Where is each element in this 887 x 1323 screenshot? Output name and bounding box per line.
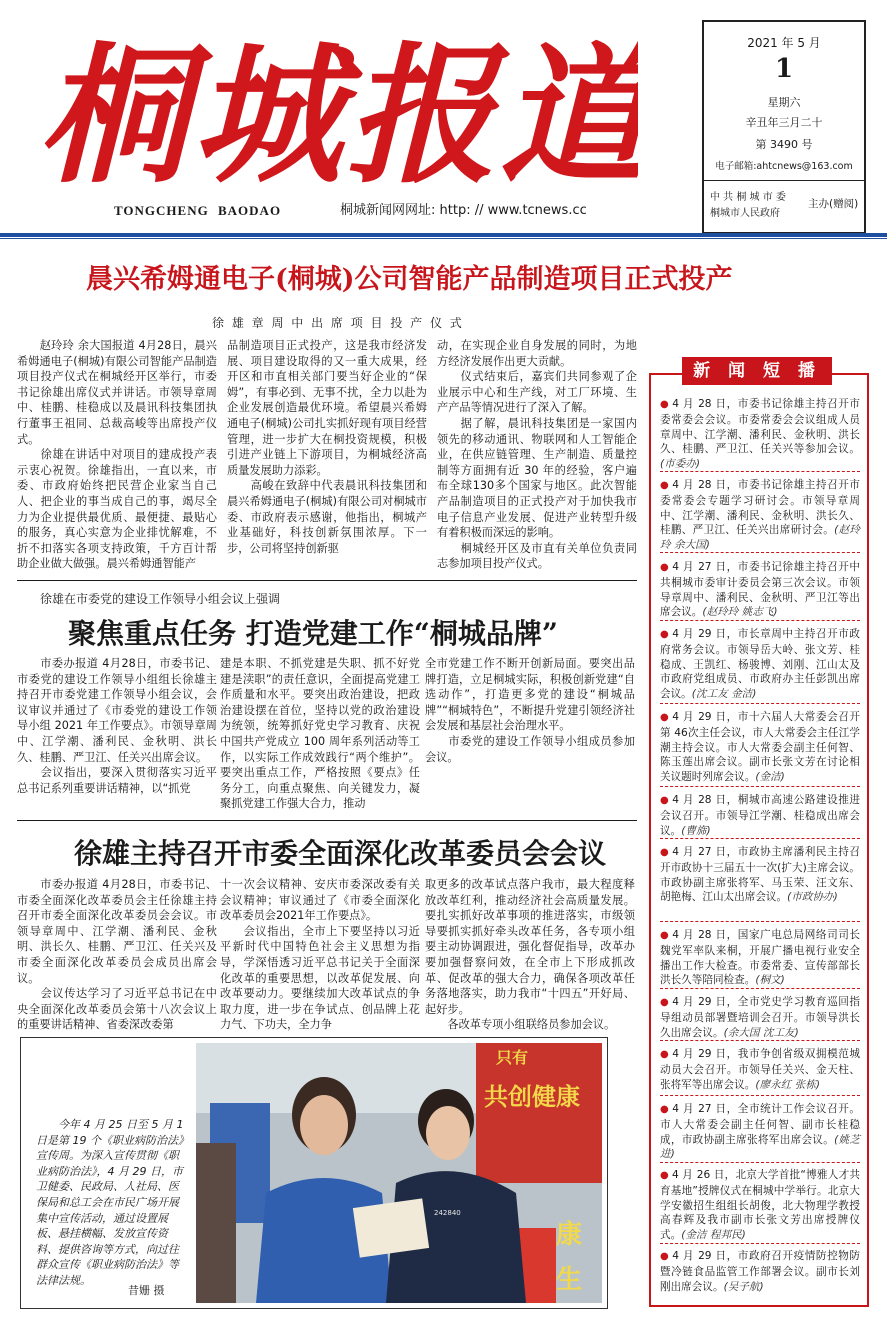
photo-credit: 昔姗 摄 [128, 1284, 165, 1297]
issue-day: 1 [774, 54, 794, 84]
brief-bullet-icon: ● [660, 1251, 670, 1262]
brief-source: (吴子航) [723, 1280, 764, 1293]
issue-info-box [702, 20, 866, 234]
brief-source: (市政协办) [787, 891, 838, 904]
brief-bullet-icon: ● [660, 562, 670, 573]
brief-text: 4 月 28 日，市委书记徐雄主持召开市委常委会专题学习研讨会。市领导章周中、江学潮、潘利民、金秋明、洪长久、桂鹏、严卫江、任关兴出席研讨会。 [660, 479, 860, 537]
article1-col2: 品制造项目正式投产，这是我市经济发展、项目建设取得的又一重大成果，经开区和市直相关部门要当好企业的“保姆”，有事必到、无事不扰，全力以赴为企业发展创造最优环境。希望晨兴希姆通电子(桐城)公司扎实抓好现有项目经营管理，进一步扩大在桐投资规模，积极引进产业链上下游项目，为桐城经济高质量发展助力添彩。 高峻在致辞中代表晨讯科技集团和晨兴希姆通电子(桐城)有限公司对桐城市委、市政府表示感谢，他指出，桐城产业基础好，科技创新氛围浓厚。下一步，公司将坚持创新驱 [227, 339, 427, 555]
brief-bullet-icon: ● [660, 795, 670, 806]
brief-text: 4 月 29 日，市长章周中主持召开市政府常务会议。市领导岳大岭、张文芳、桂稳成、王凯红、杨骏博、刘刚、江山太及市政府党组成员、市政府办主任彭凯出席会议。 [660, 628, 860, 701]
brief-source: (廖永红 张栋) [755, 1078, 820, 1091]
article2-bottom-rule [17, 820, 637, 821]
masthead-rule [0, 233, 887, 237]
article2-col3: 全市党建工作不断开创新局面。要突出品牌打造，立足桐城实际，积极创新党建“自选动作”，打造更多党的建设“桐城品牌”“桐城特色”，不断提升党建引领经济社会发展和基层社会治理水平。 市委党的建设工作领导小组成员参加会议。 [425, 657, 635, 764]
brief-divider [660, 703, 860, 704]
article1-bottom-rule [17, 580, 637, 581]
brief-source: (赵玲玲 余大国) [660, 524, 861, 552]
brief-item [660, 1249, 860, 1294]
brief-text: 4 月 29 日，我市争创省级双拥模范城动员大会召开。市领导任关兴、金天柱、张将军等出席会议。 [660, 1048, 860, 1091]
brief-divider [660, 921, 860, 922]
brief-source: (市委办) [660, 458, 701, 471]
masthead-pinyin-2: BAODAO [218, 203, 282, 218]
masthead-pinyin-1: TONGCHENG [114, 203, 209, 218]
article2-col2: 建是本职、不抓党建是失职、抓不好党建是渎职”的责任意识，全面提高党建工作质量和水平。要突出政治建设，把政治建设摆在首位，坚持以党的政治建设为统领，统筹抓好党史学习教育、庆祝中国共产党成立 100 周年系列活动等工作，以实际工作成效践行“两个维护”。要突出重点工作，严格按照《要点》任务分工，向重点聚焦、向关键发力，凝聚抓党建工作强大合力，推动 [220, 657, 420, 811]
brief-item [660, 710, 860, 785]
article1-subhead: 徐 雄 章 周 中 出 席 项 目 投 产 仪 式 [212, 316, 464, 330]
brief-bullet-icon: ● [660, 1104, 670, 1115]
brief-item [660, 793, 860, 838]
photo-banner-text-5: 只有 [496, 1048, 529, 1067]
brief-bullet-icon: ● [660, 399, 670, 410]
brief-item [660, 627, 860, 702]
brief-source: (姚芝进) [660, 1133, 861, 1161]
news-photo-art [196, 1043, 602, 1303]
brief-item [660, 845, 860, 905]
brief-text: 4 月 27 日，全市统计工作会议召开。市人大常委会副主任何智、副市长桂稳成，市政协副主席张将军出席会议。 [660, 1103, 860, 1146]
brief-bullet-icon: ● [660, 480, 670, 491]
brief-text: 4 月 28 日，市委书记徐雄主持召开市委常委会会议。市委常委会会议组成人员章周中、江学潮、潘利民、金秋明、洪长久、桂鹏、严卫江、任关兴等参加会议。 [660, 398, 860, 456]
masthead-title-text: 桐城报道 [38, 28, 638, 198]
article1-col3: 动，在实现企业自身发展的同时，为地方经济发展作出更大贡献。 仪式结束后，嘉宾们共同参观了企业展示中心和生产线，对工厂环境、生产产品等情况进行了深入了解。 据了解，晨讯科技集团是一家国内领先的移动通讯、物联网和人工智能企业，在供应链管理、生产制造、质量控制等方面拥有近 30 年的经验，客户遍布全球130多个国家与地区。此次智能产品制造项目的正式投产对于加快我市电子信息产业发展、促进产业转型升级有着积极而深远的影响。 桐城经开区及市直有关单位负责同志参加项目投产仪式。 [437, 339, 637, 571]
article3-headline: 徐雄主持召开市委全面深化改革委员会会议 [74, 837, 607, 870]
brief-text: 4 月 27 日，市委书记徐雄主持召开中共桐城市委审计委员会第三次会议。市领导章周中、潘利民、金秋明、严卫江等出席会议。 [660, 561, 860, 619]
brief-text: 4 月 29 日，市十六届人大常委会召开第 46次主任会议，市人大常委会主任江学潮主持会议。市人大常委会副主任何智、陈玉莲出席会议。副市长张文芳在讨论相关议题时列席会议。 [660, 711, 860, 784]
brief-item [660, 928, 860, 988]
issue-year-month: 2021 年 5 月 [747, 36, 821, 50]
article1-headline: 晨兴希姆通电子(桐城)公司智能产品制造项目正式投产 [86, 264, 733, 295]
publisher-gov: 桐城市人民政府 [710, 208, 780, 219]
masthead-rule-thin [0, 238, 887, 239]
brief-bullet-icon: ● [660, 847, 670, 858]
brief-bullet-icon: ● [660, 712, 670, 723]
brief-source: (赵玲玲 姚志飞) [702, 606, 778, 619]
brief-text: 4 月 29 日，市政府召开疫情防控物防暨冷链食品监管工作部署会议。副市长刘刚出席会议。 [660, 1250, 860, 1293]
brief-source: (沈工友 金洁) [691, 688, 757, 701]
brief-item [660, 560, 860, 620]
brief-item [660, 1047, 860, 1092]
brief-source: (曹旆) [681, 824, 711, 837]
brief-bullet-icon: ● [660, 629, 670, 640]
brief-text: 4 月 28 日，桐城市高速公路建设推进会议召开。市领导江学潮、桂稳成出席会议。 [660, 794, 860, 837]
masthead-logo-art [38, 18, 638, 198]
article2-headline: 聚焦重点任务 打造党建工作“桐城品牌” [68, 617, 558, 650]
brief-source: (金洁 程邦民) [681, 1229, 746, 1242]
brief-source: (余大国 沈工友) [723, 1026, 799, 1039]
brief-divider [660, 1162, 860, 1163]
issue-email: 电子邮箱:ahtcnews@163.com [715, 161, 853, 172]
brief-source: (桐文) [755, 974, 785, 987]
brief-item [660, 1168, 860, 1243]
brief-item [660, 995, 860, 1040]
brief-text: 4 月 26 日，北京大学首批“博雅人才共育基地”授牌仪式在桐城中学举行。北京大学安徽招生组组长胡俊，北大物理学教授高春辉及我市副市长张文芳出席授牌仪式。 [660, 1169, 861, 1242]
brief-divider [660, 838, 860, 839]
masthead-website: 桐城新闻网网址: http: // www.tcnews.cc [340, 203, 587, 218]
masthead-logo [38, 18, 638, 198]
photo-caption: 今年 4 月 25 日至 5 月 1 日是第 19 个《职业病防治法》宣传周。为深入宣传贯彻《职业病防治法》，4 月 29 日，市卫健委、民政局、人社局、医保局和总工会在市民广场开展集中宣传活动，通过设置展板、悬挂横幅、发放宣传资料、提供咨询等方式，向过往群众宣传《职业病防治法》等法律法规。 [36, 1118, 184, 1287]
brief-divider [660, 1243, 860, 1244]
info-divider [704, 180, 864, 181]
brief-divider [660, 620, 860, 621]
brief-divider [660, 552, 860, 553]
brief-divider [660, 786, 860, 787]
brief-divider [660, 988, 860, 989]
article2-kicker: 徐雄在市委党的建设工作领导小组会议上强调 [40, 592, 281, 606]
brief-divider [660, 471, 860, 472]
news-photo [196, 1043, 602, 1303]
brief-bullet-icon: ● [660, 1170, 669, 1181]
photo-banner-text-3: 康 [556, 1220, 583, 1250]
issue-number: 第 3490 号 [755, 138, 813, 151]
issue-lunar-date: 辛丑年三月二十 [745, 116, 823, 129]
brief-text: 4 月 28 日，国家广电总局网络司司长魏党军率队来桐，开展广播电视行业安全播出工作大检查。市委常委、宣传部部长洪长久等陪同检查。 [660, 929, 860, 987]
publisher-host: 主办(赠阅) [808, 198, 859, 210]
brief-divider [660, 1095, 860, 1096]
article3-col3: 取更多的改革试点落户我市，最大程度释放改革红利，推动经济社会高质量发展。要扎实抓好改革事项的推进落实，市级领导要抓实抓好牵头改革任务，各专项小组要主动协调跟进，强化督促指导，改革办要加强督察问效，在全市上下形成抓改革、促改革的强大合力，确保各项改革任务落地落实，助力我市“十四五”开好局、起好步。 各改革专项小组联络员参加会议。 [425, 878, 635, 1032]
article3-col1: 市委办报道 4月28日，市委书记、市委全面深化改革委员会主任徐雄主持召开市委全面深化改革委员会会议。市领导章周中、江学潮、潘利民、金秋明、洪长久、桂鹏、严卫江、任关兴及市委全面深化改革委员会成员出席会议。 会议传达学习了习近平总书记在中央全面深化改革委员会第十八次会议上的重要讲话精神、省委深改委第 [17, 878, 217, 1032]
photo-banner-text-1: 共创健康 [484, 1083, 580, 1111]
brief-text: 4 月 27 日，市政协主席潘利民主持召开市政协十三届五十一次(扩大)主席会议。市政协副主席张将军、马玉荣、汪文东、胡艳梅、江山太出席会议。 [660, 846, 860, 904]
article3-col2: 十一次会议精神、安庆市委深改委有关会议精神；审议通过了《市委全面深化改革委员会2021年工作要点》。 会议指出，全市上下要坚持以习近平新时代中国特色社会主义思想为指导，学深悟透习近平总书记关于全面深化改革的重要思想，以改革促发展、向改革要动力。要继续加大改革试点的争取力度，进一步在争试点、创品牌上花力气、下功夫，全力争 [220, 878, 420, 1032]
brief-item [660, 397, 860, 472]
brief-item [660, 478, 860, 553]
brief-bullet-icon: ● [660, 1049, 670, 1060]
brief-bullet-icon: ● [660, 997, 670, 1008]
brief-text: 4 月 29 日，全市党史学习教育巡回指导组动员部署暨培训会召开。市领导洪长久出席会议。 [660, 996, 860, 1039]
publisher-party: 中 共 桐 城 市 委 [710, 192, 786, 203]
issue-weekday: 星期六 [767, 96, 801, 109]
brief-bullet-icon: ● [660, 930, 670, 941]
brief-divider [660, 1040, 860, 1041]
photo-banner-text-4: 生 [556, 1265, 583, 1295]
brief-item [660, 1102, 860, 1162]
photo-badge-number: 242840 [434, 1209, 461, 1217]
article2-col1: 市委办报道 4月28日，市委书记、市委党的建设工作领导小组组长徐雄主持召开市委党建工作领导小组会议，会议审议并通过了《市委党的建设工作领导小组 2021 年工作要点》。市领导章周中、江学潮、潘利民、金秋明、洪长久、桂鹏、严卫江、任关兴出席会议。 会议指出，要深入贯彻落实习近平总书记系列重要讲话精神，以“抓党 [17, 657, 217, 795]
article1-col1: 赵玲玲 余大国报道 4月28日，晨兴希姆通电子(桐城)有限公司智能产品制造项目投产仪式在桐城经开区举行，市委书记徐雄出席仪式并讲话。市领导章周中、桂鹏、桂稳成以及晨讯科技集团执行董事王祖同、总裁高峻等出席投产仪式。 徐雄在讲话中对项目的建成投产表示衷心祝贺。徐雄指出，一直以来，市委、市政府始终把民营企业家当自己人、把企业的事当成自己的事，竭尽全力为企业提供最优质、最便捷、最贴心的服务，真心实意为企业排忧解难，不折不扣落实各项支持政策，千方百计帮助企业做大做强。晨兴希姆通智能产 [17, 339, 217, 571]
brief-source: (金洁) [755, 771, 785, 784]
news-briefs-header: 新 闻 短 播 [682, 357, 832, 385]
